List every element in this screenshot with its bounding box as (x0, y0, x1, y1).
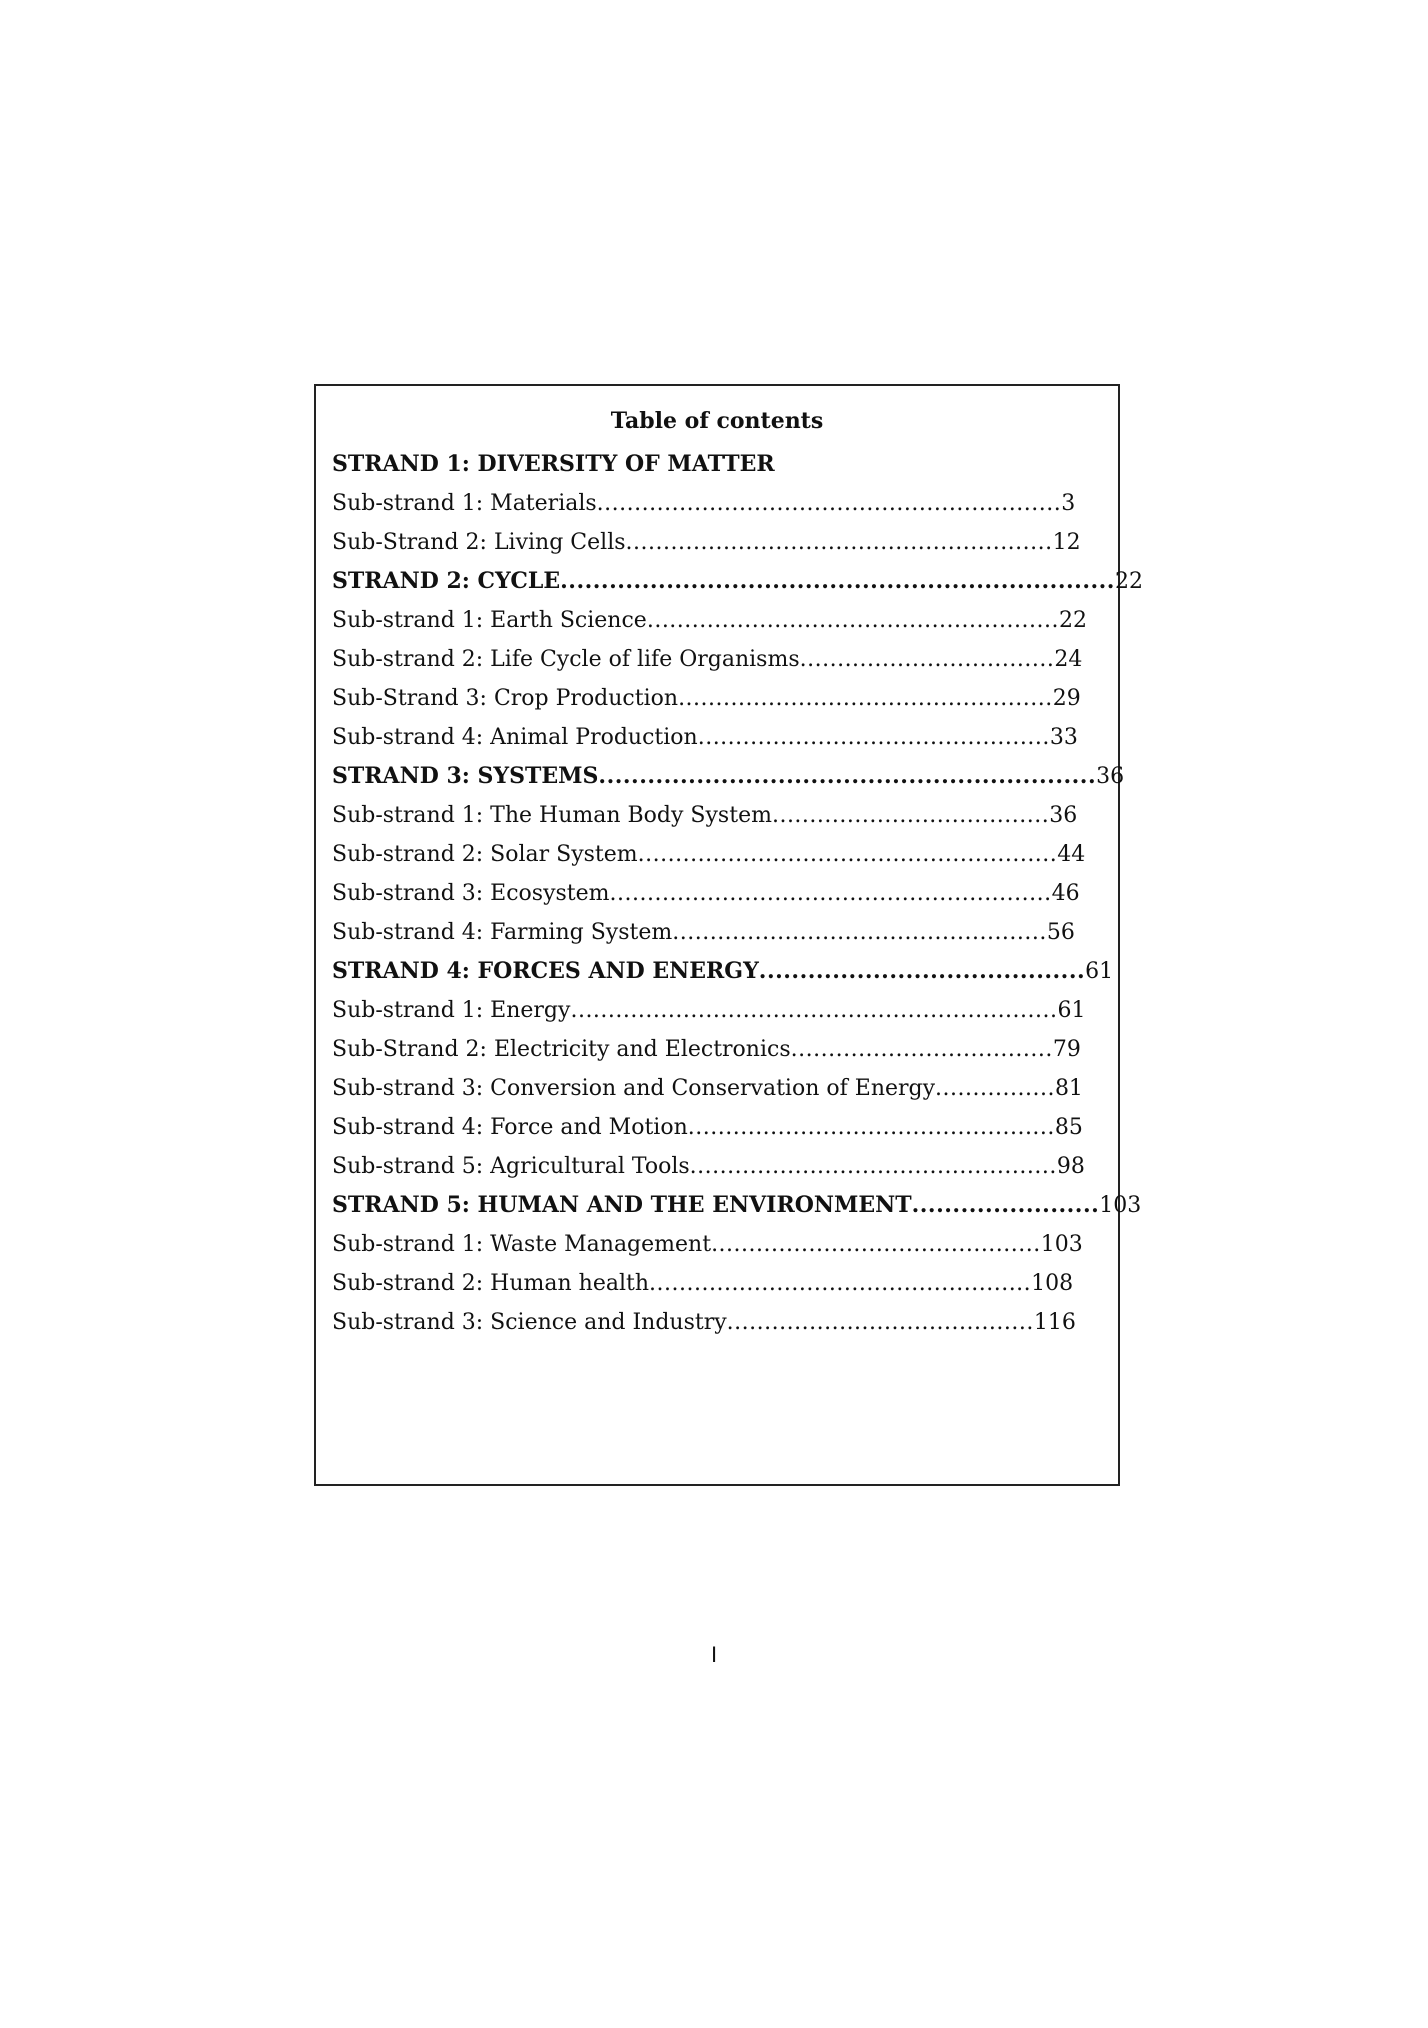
toc-entry-label: Sub-strand 4: Farming System (332, 920, 673, 945)
toc-entry (332, 1108, 1116, 1147)
toc-entry-label: STRAND 2: CYCLE (332, 568, 561, 594)
toc-leader-dots: ................................................................. (570, 998, 1058, 1023)
toc-leader-dots: ................................................. (687, 1115, 1055, 1140)
toc-leader-dots: .................................................................... (560, 568, 1115, 594)
toc-page-number: 116 (1033, 1310, 1076, 1335)
toc-leader-dots: ........................................................... (609, 881, 1052, 906)
toc-strand-heading (332, 562, 1143, 601)
toc-page-number: 3 (1061, 491, 1076, 516)
toc-entry (332, 874, 1116, 913)
toc-leader-dots: ....................................................... (646, 608, 1059, 633)
toc-leader-dots: ............................................ (711, 1232, 1041, 1257)
toc-entry (332, 640, 1116, 679)
toc-strand-heading (332, 952, 1116, 991)
toc-entry (332, 1225, 1116, 1264)
toc-entry (332, 718, 1116, 757)
toc-page-number: 61 (1057, 998, 1086, 1023)
toc-entry-label: Sub-strand 4: Animal Production (332, 725, 698, 750)
toc-entry-label: Sub-strand 2: Solar System (332, 842, 638, 867)
toc-entry-label: Sub-strand 1: Materials (332, 491, 597, 516)
toc-entry-label: Sub-strand 5: Agricultural Tools (332, 1154, 690, 1179)
toc-entry (332, 796, 1116, 835)
toc-leader-dots: ............................................................. (598, 763, 1097, 789)
toc-entry (332, 913, 1116, 952)
toc-leader-dots: ......................................... (726, 1310, 1034, 1335)
toc-entry-label: Sub-strand 3: Ecosystem (332, 881, 610, 906)
toc-entry-label: Sub-strand 3: Science and Industry (332, 1310, 727, 1335)
toc-leader-dots: ................................... (790, 1037, 1053, 1062)
toc-entry (332, 484, 1116, 523)
toc-entry (332, 679, 1116, 718)
toc-strand-heading (332, 1186, 1142, 1225)
toc-page-number: 103 (1040, 1232, 1083, 1257)
toc-entry-label: Sub-strand 1: The Human Body System (332, 803, 772, 828)
toc-entry-label: Sub-Strand 3: Crop Production (332, 686, 679, 711)
toc-page-number: 44 (1057, 842, 1086, 867)
toc-entry-label: STRAND 4: FORCES AND ENERGY (332, 958, 759, 984)
toc-page-number: 81 (1054, 1076, 1083, 1101)
toc-entry (332, 991, 1116, 1030)
toc-leader-dots: ........................................ (758, 958, 1086, 984)
toc-page-number: 98 (1056, 1154, 1085, 1179)
toc-entry-label: Sub-strand 1: Earth Science (332, 608, 647, 633)
toc-page-number: 22 (1058, 608, 1087, 633)
page-number: I (710, 1642, 718, 1667)
toc-leader-dots: ................................................... (649, 1271, 1032, 1296)
toc-page-number: 103 (1099, 1193, 1142, 1218)
toc-entry-label: Sub-strand 1: Waste Management (332, 1232, 712, 1257)
toc-entry-label: Sub-Strand 2: Living Cells (332, 530, 626, 555)
toc-entry (332, 1030, 1116, 1069)
toc-page-number: 85 (1054, 1115, 1083, 1140)
toc-entry (332, 1303, 1116, 1342)
toc-page-number: 24 (1054, 647, 1083, 672)
toc-entry (332, 523, 1116, 562)
toc-leader-dots: ......................................................... (625, 530, 1053, 555)
toc-leader-dots: ........................................................ (637, 842, 1058, 867)
toc-entry-label: Sub-strand 2: Human health (332, 1271, 650, 1296)
toc-page-number: 33 (1049, 725, 1078, 750)
toc-page-number: 36 (1049, 803, 1078, 828)
toc-page-number: 108 (1031, 1271, 1074, 1296)
toc-page-number: 22 (1114, 569, 1143, 594)
toc-entry (332, 1264, 1116, 1303)
toc-entry (332, 1069, 1116, 1108)
toc-entry-label: Sub-strand 4: Force and Motion (332, 1115, 688, 1140)
toc-leader-dots: ................ (935, 1076, 1055, 1101)
toc-leader-dots: ............................................... (697, 725, 1050, 750)
toc-entry-label: Sub-Strand 2: Electricity and Electronics (332, 1037, 791, 1062)
toc-page-number: 46 (1051, 881, 1080, 906)
toc-page-number: 56 (1046, 920, 1075, 945)
toc-leader-dots: .............................................................. (596, 491, 1062, 516)
toc-entry-label: STRAND 3: SYSTEMS (332, 763, 599, 789)
toc-entry-label: Sub-strand 2: Life Cycle of life Organisms (332, 647, 800, 672)
toc-entry-label: Sub-strand 3: Conversion and Conservation of Energy (332, 1076, 936, 1101)
toc-leader-dots: ....................... (911, 1192, 1100, 1218)
toc-entry-label: STRAND 1: DIVERSITY OF MATTER (332, 451, 775, 477)
toc-page-number: 36 (1096, 764, 1125, 789)
toc-entry-label: STRAND 5: HUMAN AND THE ENVIRONMENT (332, 1192, 912, 1218)
toc-entry (332, 1147, 1116, 1186)
toc-title: Table of contents (610, 408, 824, 434)
toc-page-number: 61 (1085, 959, 1114, 984)
table-of-contents-box (314, 384, 1143, 1486)
toc-leader-dots: ..................................... (771, 803, 1050, 828)
toc-leader-dots: ................................................. (689, 1154, 1057, 1179)
toc-strand-heading (332, 757, 1125, 796)
toc-leader-dots: .................................................. (672, 920, 1047, 945)
toc-page-number: 12 (1052, 530, 1081, 555)
toc-leader-dots: .................................................. (678, 686, 1053, 711)
toc-entry (332, 601, 1116, 640)
toc-page-number: 79 (1052, 1037, 1081, 1062)
toc-entry (332, 835, 1116, 874)
toc-list (332, 445, 1143, 1342)
toc-leader-dots: .................................. (799, 647, 1055, 672)
toc-page-number: 29 (1052, 686, 1081, 711)
toc-entry-label: Sub-strand 1: Energy (332, 998, 571, 1023)
toc-strand-heading (332, 445, 1116, 484)
